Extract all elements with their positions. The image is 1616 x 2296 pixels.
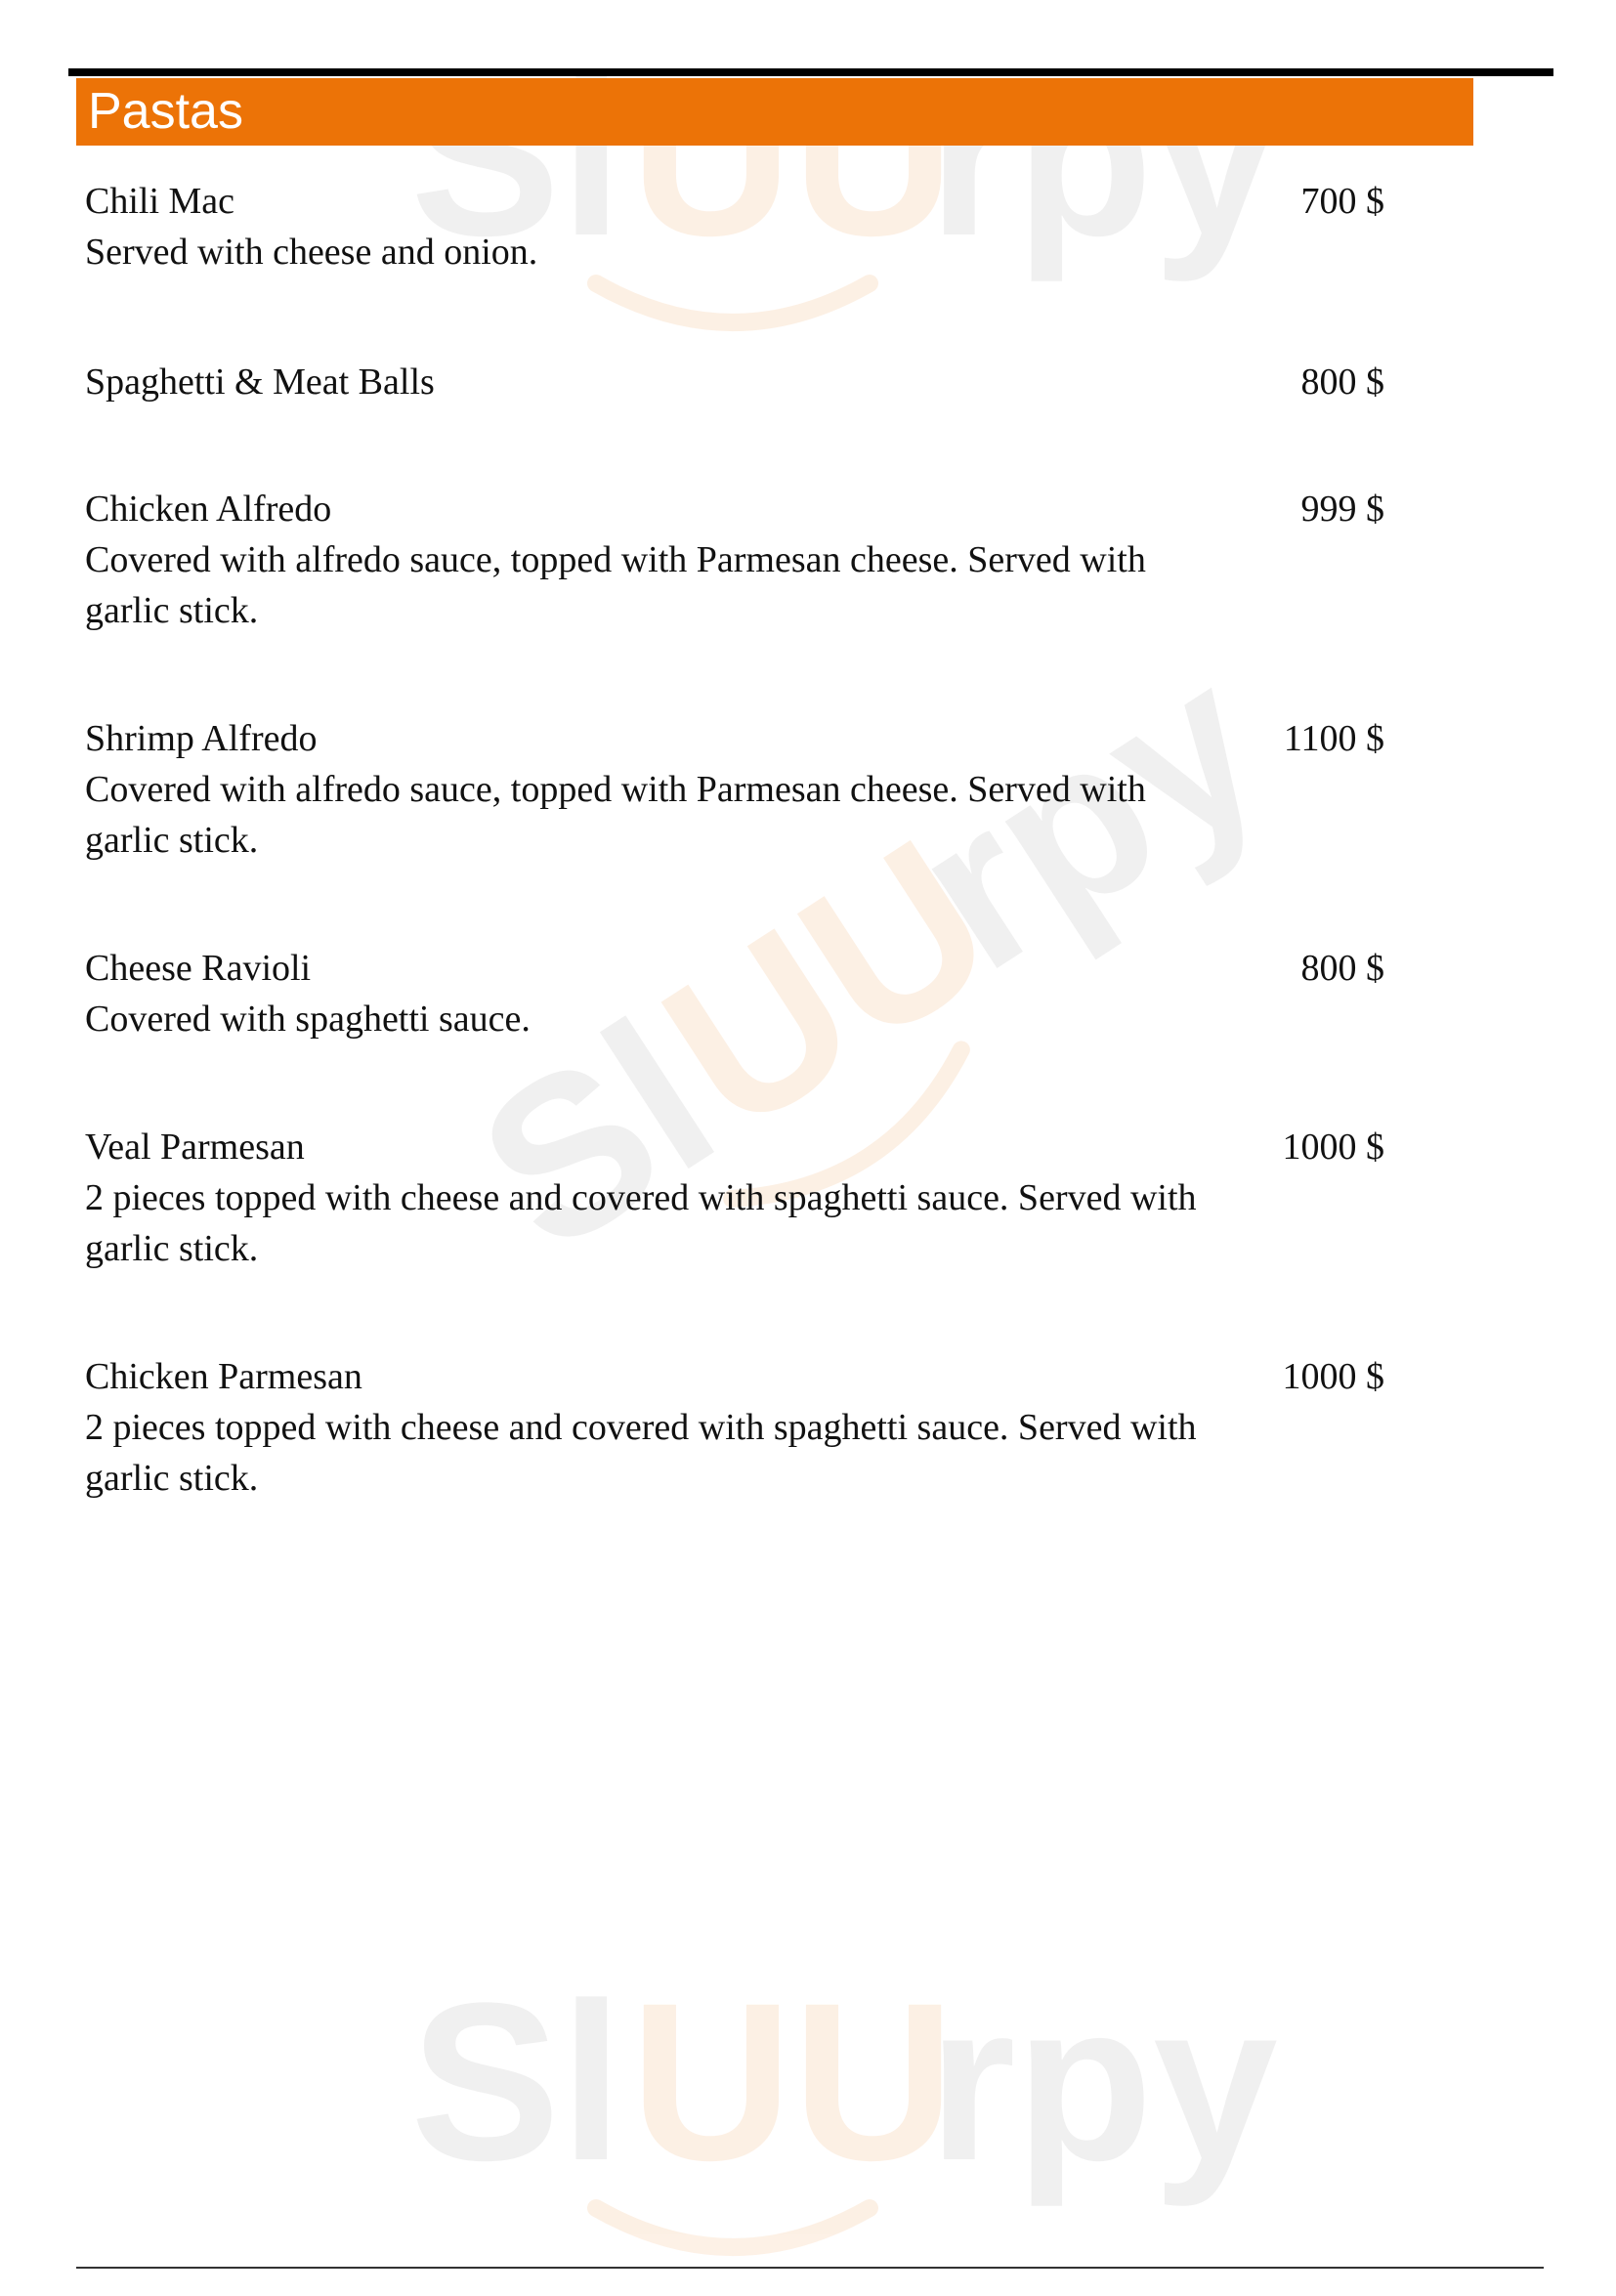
item-description: Covered with alfredo sauce, topped with Parmesan cheese. Served with garlic stick.	[85, 539, 1146, 631]
section-title: Pastas	[88, 83, 243, 140]
item-name: Veal Parmesan	[85, 1127, 305, 1168]
item-price: 800 $	[1300, 948, 1384, 989]
sluurpy-watermark-logo-bottom	[410, 1956, 1278, 2296]
item-description: 2 pieces topped with cheese and covered with spaghetti sauce. Served with garlic stick.	[85, 1407, 1197, 1499]
svg-text:rpy: rpy	[928, 1956, 1278, 2207]
svg-text:UU: UU	[630, 1956, 956, 2207]
item-price: 999 $	[1300, 489, 1384, 530]
bottom-divider	[76, 2267, 1544, 2269]
svg-text:Sl: Sl	[410, 1956, 623, 2207]
menu-item-chili-mac	[85, 176, 1384, 277]
item-description: Covered with spaghetti sauce.	[85, 999, 531, 1040]
menu-item-veal-parmesan	[85, 1122, 1384, 1274]
item-price: 1000 $	[1282, 1127, 1384, 1168]
menu-item-spaghetti-meat-balls	[85, 357, 1384, 407]
item-price: 700 $	[1300, 181, 1384, 222]
svg-text:Sl: Sl	[410, 31, 623, 282]
menu-item-chicken-parmesan	[85, 1351, 1384, 1504]
section-header	[76, 78, 1473, 146]
menu-item-shrimp-alfredo	[85, 713, 1384, 866]
svg-text:UU: UU	[630, 31, 956, 282]
svg-text:UU: UU	[622, 791, 1033, 1180]
svg-text:rpy: rpy	[872, 616, 1303, 1017]
item-name: Chicken Alfredo	[85, 489, 332, 530]
item-name: Chili Mac	[85, 181, 235, 222]
top-divider	[68, 68, 1553, 76]
item-price: 1000 $	[1282, 1356, 1384, 1397]
svg-text:Sl: Sl	[439, 972, 754, 1299]
item-description: Covered with alfredo sauce, topped with Parmesan cheese. Served with garlic stick.	[85, 769, 1146, 861]
menu-item-cheese-ravioli	[85, 943, 1384, 1044]
item-price: 800 $	[1300, 361, 1384, 403]
item-name: Spaghetti & Meat Balls	[85, 361, 435, 403]
item-description: 2 pieces topped with cheese and covered with spaghetti sauce. Served with garlic stick.	[85, 1177, 1197, 1269]
svg-text:rpy: rpy	[928, 31, 1278, 282]
item-name: Shrimp Alfredo	[85, 718, 318, 759]
item-description: Served with cheese and onion.	[85, 232, 538, 273]
item-name: Cheese Ravioli	[85, 948, 312, 989]
menu-item-chicken-alfredo	[85, 484, 1384, 636]
item-name: Chicken Parmesan	[85, 1356, 362, 1397]
item-price: 1100 $	[1283, 718, 1384, 759]
